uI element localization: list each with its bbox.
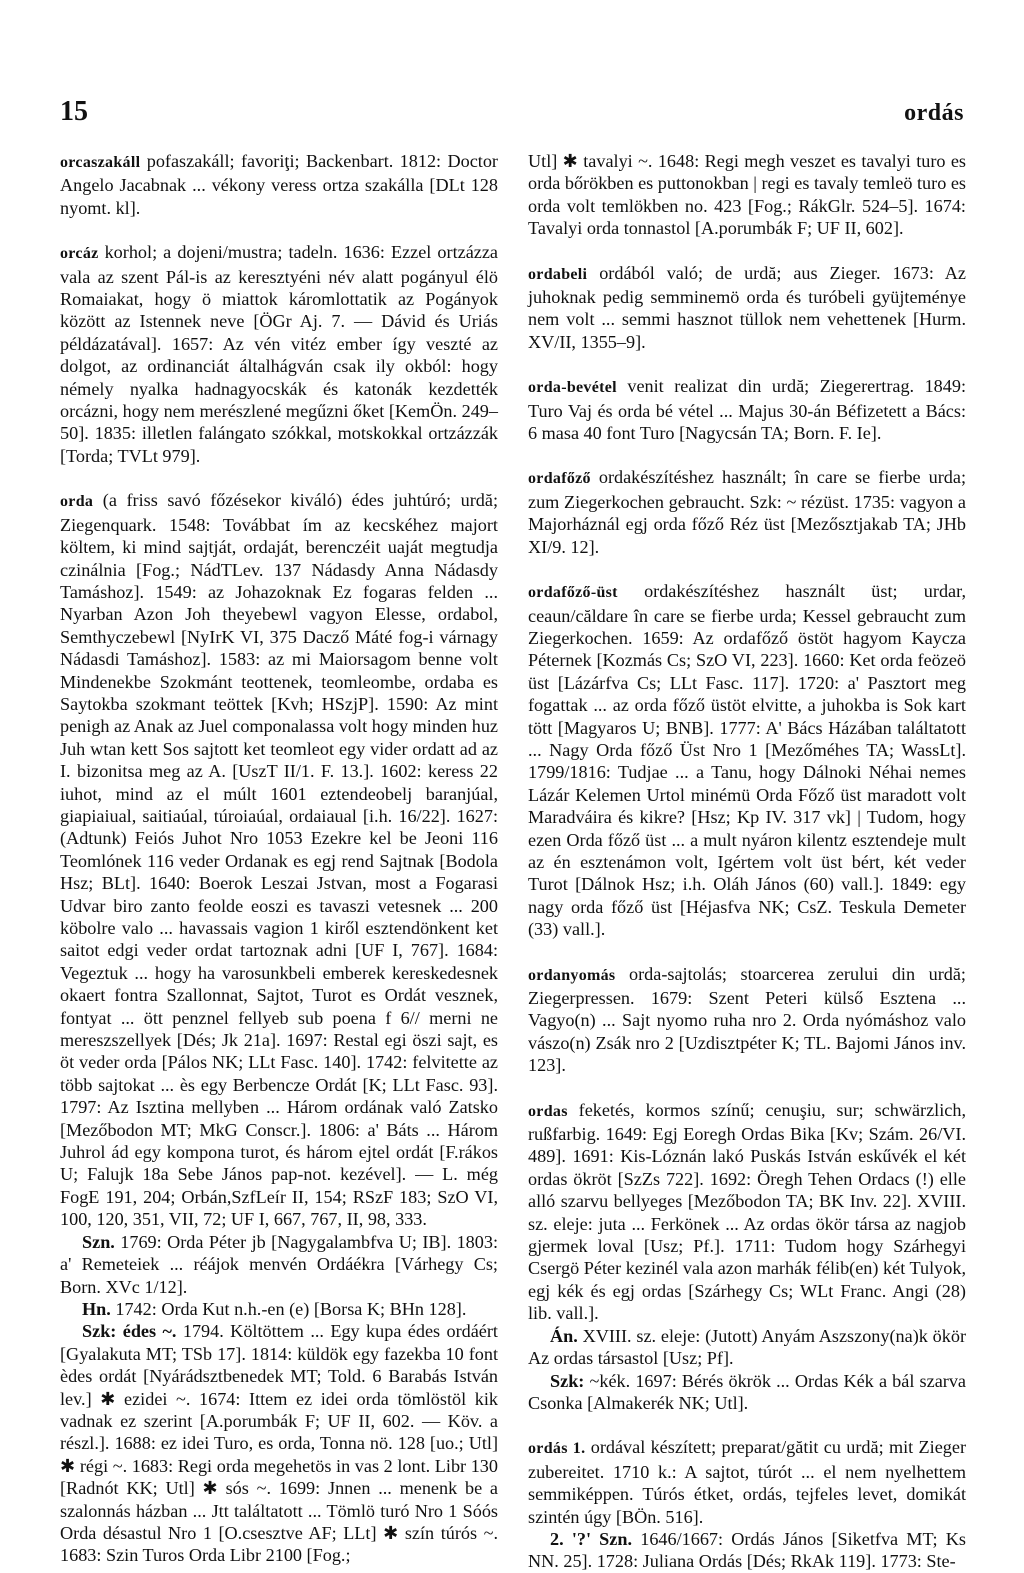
definition: ordával készített; preparat/gătit cu urdă; mit Zieger zubereitet. 1710 k.: A sajtot, túrót ... el nem nyelhettem semmiképpen. Túrós étket, ordás, tejfeles levet, domikát szintén úgy [BÖn. 516]. <box>528 1437 966 1527</box>
entry-orcaz <box>60 241 498 467</box>
headword: orcáz <box>60 245 99 263</box>
headword: ordafőző-üst <box>528 584 618 602</box>
headword: orda-bevétel <box>528 379 617 397</box>
subentry-text: XVIII. sz. eleje: (Jutott) Anyám Aszszony(na)k ökör Az ordas társastol [Usz; Pf]. <box>528 1325 966 1369</box>
headword: ordabeli <box>528 265 588 283</box>
subentry-label: Hn. <box>82 1298 111 1319</box>
subentry-text: 1646/1667: Ordás János [Siketfva MT; Ks NN. 25]. 1728: Juliana Ordás [Dés; RkAk 119]. 1773: Ste- <box>528 1528 966 1572</box>
subentry-text: 1742: Orda Kut n.h.-en (e) [Borsa K; BHn 128]. <box>110 1298 467 1319</box>
entry-continuation <box>528 150 966 240</box>
headword: ordafőző <box>528 470 591 488</box>
subentry-text: 1769: Orda Péter jb [Nagygalambfva U; IB]. 1803: a' Remeteiek ... réájok menvén Ordáékra [Várhegy Cs; Born. XVc 1/12]. <box>60 1231 498 1297</box>
subentry-label: Szk: <box>550 1370 585 1391</box>
entry-ordanyomas <box>528 963 966 1077</box>
entry-ordas-1 <box>528 1436 966 1572</box>
subentry-label: 2. '?' Szn. <box>550 1528 633 1549</box>
headword: ordás 1. <box>528 1440 586 1458</box>
headword: ordanyomás <box>528 966 616 984</box>
definition: venit realizat din urdă; Ziegerertrag. 1849: Turo Vaj és orda bé vétel ... Majus 30-án Béfizetett a Bács: 6 masa 40 font Turo [Nagycsán TA; Born. F. Ie]. <box>528 376 966 444</box>
right-column <box>528 150 966 1573</box>
definition: korhol; a dojeni/mustra; tadeln. 1636: Ezzel ortzázza vala az szent Pál-is az keresztyéni név alatt pogányul élö Romaiakat, hogy ö miattok káromlottatik az Pogányok között az Istennek neve [ÖGr Aj. 7. — Dávid és Uriás példázatával]. 1657: Az vén vitéz ember így veszté az dolgot, az ordinanciát általhágván csak ily okból: hogy némely nyalka hadnagyocskák és katonák kezdették orcázni, hogy nem merészlené megűzni őket [KemÖn. 249–50]. 1835: illetlen falángato szókkal, motskokkal ortzázzák [Torda; TVLt 979]. <box>60 242 498 466</box>
definition: ordából való; de urdă; aus Zieger. 1673: Az juhoknak pedig semminemö orda és turóbeli gyüjteménye nem volt ... semmi hasznot tüllok nem vehettenek [Hurm. XV/II, 1355–9]. <box>528 262 966 352</box>
headword: orda <box>60 493 94 511</box>
entry-ordafozo-ust <box>528 580 966 941</box>
page-number: 15 <box>60 96 88 127</box>
subentry-label: Szk: édes ~. <box>82 1321 177 1342</box>
definition: ordakészítéshez használt; în care se fierbe urda; zum Ziegerkochen gebraucht. Szk: ~ rézüst. 1735: vagyon a Majorháznál egj orda főző Réz üst [Mezősztjakab TA; JHb XI/9. 12]. <box>528 467 966 557</box>
entry-ordas <box>528 1099 966 1415</box>
entry-orda <box>60 489 498 1567</box>
definition: feketés, kormos színű; cenuşiu, sur; schwärzlich, rußfarbig. 1649: Egj Eoregh Ordas Bika [Kv; Szám. 26/VI. 489]. 1691: Kis-Lóznán lakó Puskás István eskűvék el két ordas ökröt [SzZs 722]. 1692: Öregh Tehen Ordacs (!) elle alló szarvu bellyeges [Mezőbodon TA; BK Inv. 22]. XVIII. sz. eleje: juta ... Ferkönek ... Az ordas ökör társa az nagjob gjermek loval [Usz; Pf.]. 1711: Tudom hogy Szárhegyi Csergö Péter kezinél vala azon marhák félib(en) két Tulyok, egj kék és egj ordas [Szárhegy Cs; WLt Franc. Angi (28) lib. vall.]. <box>528 1099 966 1324</box>
left-column <box>60 150 498 1567</box>
definition: ordakészítéshez használt üst; urdar, ceaun/căldare în care se fierbe urda; Kessel gebraucht zum Ziegerkochen. 1659: Az ordafőző östöt hagyom Kaycza Péternek [Kozmás Cs; SzO VI, 223]. 1660: Ket orda feözeö üst [Lázárfva Cs; LLt Fasc. 117]. 1720: a' Pasztort meg fogattak ... az orda főző üstöt elvitte, a juhokba is Sok kart tött [Magyaros U; BNB]. 1777: A' Bács Házában találtatott ... Nagy Orda főző Üst Nro 1 [Mezőméhes TA; WassLt]. 1799/1816: Tudjae ... a Tanu, hogy Dálnoki Néhai nemes Lázár Kelemen Urtol minémü Orda Főző üst maradott volt Maradváira és kikre? [Hsz; Kp IV. 317 vk] | Tudom, hogy ezen Orda főző üst ... a mult nyáron kilentz esztendeje mult az én esztenámon volt, Igértem volt üst bért, két veder Turot [Dálnok Hsz; i.h. Oláh János (60) vall.]. 1849: egy nagy orda főző üst [Héjasfva NK; CsZ. Teskula Demeter (33) vall.]. <box>528 581 966 940</box>
definition: pofaszakáll; favoriţi; Backenbart. 1812: Doctor Angelo Jacabnak ... vékony veress ortza szakálla [DLt 128 nyomt. kl]. <box>60 151 498 218</box>
subentry-text: ~kék. 1697: Bérés ökrök ... Ordas Kék a bál szarva Csonka [Almakerék NK; Utl]. <box>528 1370 966 1413</box>
definition: Utl] ✱ tavalyi ~. 1648: Regi megh veszet es tavalyi turo es orda bőrökben es puttonokban | regi es tavaly temleö turo es orda volt temlökben no. 423 [Fog.; RákGlr. 524–5]. 1674: Tavalyi orda tonnastol [A.porumbák F; UF II, 602]. <box>528 151 967 239</box>
definition: orda-sajtolás; stoarcerea zerului din urdă; Ziegerpressen. 1679: Szent Peteri külső Esztena ... Vagyo(n) ... Sajt nyomo ruha nro 2. Orda nyómáshoz valo vászo(n) Zsák nro 2 [Uzdisztpéter K; TL. Bajomi János inv. 123]. <box>528 963 966 1076</box>
subentry-label: Szn. <box>82 1231 115 1252</box>
subentry-label: Án. <box>550 1325 578 1346</box>
entry-ordabeli <box>528 262 966 354</box>
subentry-text: 1794. Költöttem ... Egy kupa édes ordáért [Gyalakuta MT; TSb 17]. 1814: küldök egy fazekba 10 font èdes ordát [Nyárádsztbenedek MT; Told. 6 Barabás István lev.] ✱ ezidei ~. 1674: Ittem ez idei orda tömlöstöl kik vadnak ez szerint [A.porumbák F; UF II, 602. — Köv. a részl.]. 1688: ez idei Turo, es orda, Tonna nö. 128 [uo.; Utl] ✱ régi ~. 1683: Regi orda megehetös in vas 2 lont. Libr 130 [Radnót KK; Utl] ✱ sós ~. 1699: Jnnen ... menenk be a szalonnás házban ... Jtt találtatott ... Tömlö turó Nro 1 Sóós Orda désastul Nro 1 [O.csesztve AF; LLt] ✱ szín túrós ~. 1683: Szin Turos Orda Libr 2100 [Fog.; <box>60 1321 498 1566</box>
entry-orda-bevetel <box>528 375 966 444</box>
running-head: ordás <box>904 100 964 126</box>
entry-orcaszakall <box>60 150 498 219</box>
headword: orcaszakáll <box>60 154 141 171</box>
definition: (a friss savó főzésekor kiváló) édes juhtúró; urdă; Ziegenquark. 1548: Továbbat ím az kecskéhez majort költem, ki mind sajtját, ordaját, berenczéit uaját megtudja czinálnia [Fog.; NádTLev. 137 Nádasdy Anna Nádasdy Tamáshoz]. 1549: az Johazoknak Ez fogaras felden ... Nyarban Azon Joh theyebewl vagyon Elesse, ordabol, Semthyczebewl [NyIrK VI, 375 Dacző Máté fog-i várnagy Nádasdi Tamáshoz]. 1583: az mi Maiorsagom benne volt Mindenekbe Szokmánt teottenek, teomleombe, ordaba es Saytokba szokmant teöttek [Kvh; HSzjP]. 1590: Az mint penigh az Anak az Juel componalassa volt hogy minden huz Juh wtan kett Sos sajtott ket teomleot egy vider ordatt ad az I. bizonitsa meg az A. [UszT II/1. F. 13.]. 1602: keress 22 iuhot, mind az el múlt 1601 eztendeobelj baranjúal, giapiaiual, saitiaúal, túroiaúal, ordaiaual [i.h. 16/22]. 1627: (Adtunk) Feiós Juhot Nro 1053 Ezekre kel be Jeoni 116 Teomlónek 116 veder Ordanak es egj rend Sajtnak [Bodola Hsz; BLt]. 1640: Boerok Leszai Jstvan, most a Fogarasi Udvar biro zanto feolde eoszi es tavaszi vetesnek ... 200 köbolre valo ... havassais vagion 1 kiről esztendönkent ket saitot edgi veder ordat tartoznak adni [UF I, 767]. 1684: Vegeztuk ... hogy ha varosunkbeli emberek kereskedesnek okaert fontra Szallonnat, Sajtot, Turot es Ordát vesznek, fontyat ... ött penznel fellyeb sub poena f 6// merni ne mereszszellyek [Dés; Jk 21a]. 1697: Restal egi öszi sajt, es öt veder orda [Pálos NK; LLt Fasc. 140]. 1742: felvitette az több sajtokat ... ès egy Berbencze Ordát [K; LLt Fasc. 93]. 1797: Az Isztina mellyben ... Három ordának való Zatsko [Mezőbodon MT; MkG Conscr.]. 1806: a' Báts ... Három Juhrol ád egy kompona turot, és három ejtel ordát [F.rákos U; Falujk 18a Sebe János pap-not. kezével]. — L. még FogE 191, 204; Orbán,SzfLeír II, 154; RSzF 183; SzO VI, 100, 120, 351, VII, 72; UF I, 667, 767, II, 98, 333. <box>60 490 498 1230</box>
entry-ordafozo <box>528 466 966 558</box>
headword: ordas <box>528 1102 568 1120</box>
